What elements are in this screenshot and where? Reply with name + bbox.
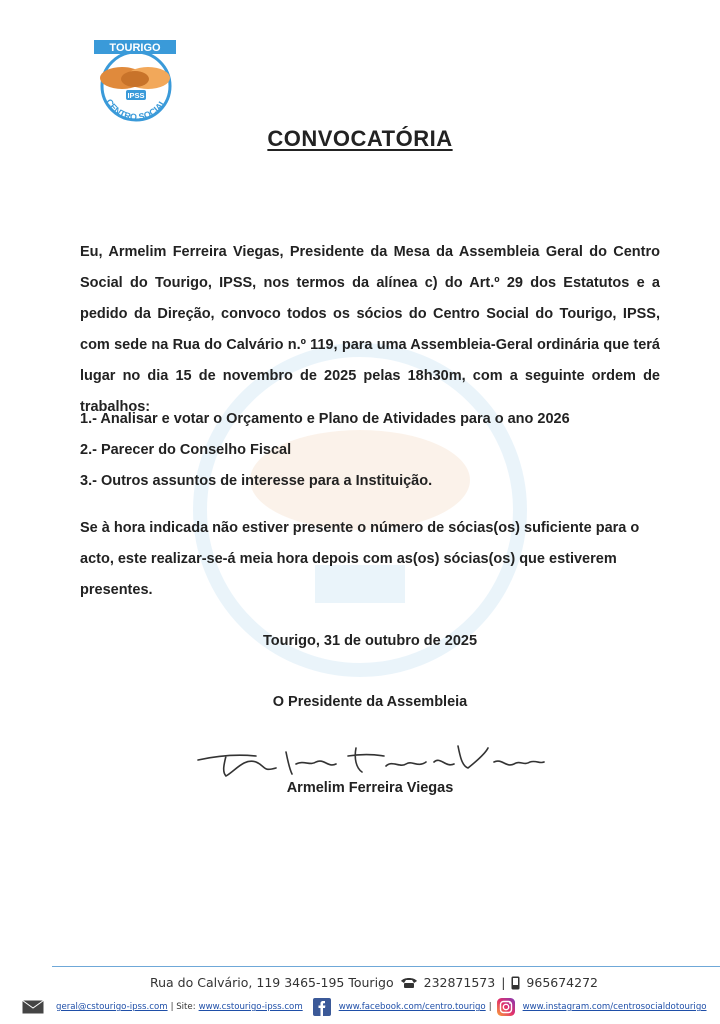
tourigo-logo bbox=[92, 38, 178, 124]
instagram-link[interactable]: www.instagram.com/centrosocialdotourigo bbox=[522, 1002, 707, 1012]
signer-name: Armelim Ferreira Viegas bbox=[286, 780, 454, 796]
envelope-icon bbox=[22, 1000, 44, 1014]
telephone-icon bbox=[400, 977, 418, 989]
logo-top-text: TOURIGO bbox=[109, 42, 161, 54]
agenda-item: 2.- Parecer do Conselho Fiscal bbox=[80, 442, 292, 458]
footer-address bbox=[150, 975, 598, 990]
footer-separator: | bbox=[501, 975, 506, 990]
mobile-phone-icon bbox=[511, 976, 520, 990]
agenda-list bbox=[80, 404, 570, 497]
quorum-paragraph: Se à hora indicada não estiver presente o número de sócias(os) suficiente para o acto, este realizar-se-á meia hora depois com as(os) sócias(os) que estiverem presentes. bbox=[80, 520, 640, 598]
website-link[interactable]: www.cstourigo-ipss.com bbox=[198, 1002, 303, 1012]
agenda-item: 3.- Outros assuntos de interesse para a Instituição. bbox=[80, 473, 433, 489]
address-text: Rua do Calvário, 119 3465-195 Tourigo bbox=[150, 975, 394, 990]
handwritten-signature bbox=[196, 738, 546, 782]
logo-badge: IPSS bbox=[127, 91, 145, 100]
instagram-icon[interactable] bbox=[497, 998, 515, 1016]
footer-divider bbox=[52, 966, 720, 967]
footer-links bbox=[22, 996, 720, 1018]
convocation-paragraph: Eu, Armelim Ferreira Viegas, Presidente da Mesa da Assembleia Geral do Centro Social do Tourigo, IPSS, nos termos da alínea c) do Art.º 29 dos Estatutos e a pedido da Direção, convoco todos os sócios do Centro Social do Tourigo, IPSS, com sede na Rua do Calvário n.º 119, para uma Assembleia-Geral ordinária que terá lugar no dia 15 de novembro de 2025 pelas 18h30m, com a seguinte ordem de trabalhos: bbox=[80, 244, 660, 415]
signer-title: O Presidente da Assembleia bbox=[272, 694, 468, 710]
logo-bottom-text: CENTRO SOCIAL bbox=[103, 97, 169, 123]
facebook-icon[interactable] bbox=[313, 998, 331, 1016]
phone-number: 232871573 bbox=[423, 975, 496, 990]
agenda-item: 1.- Analisar e votar o Orçamento e Plano de Atividades para o ano 2026 bbox=[80, 411, 570, 427]
site-label: | Site: bbox=[170, 1002, 196, 1012]
place-date: Tourigo, 31 de outubro de 2025 bbox=[262, 633, 478, 649]
email-link[interactable]: geral@cstourigo-ipss.com bbox=[56, 1002, 168, 1012]
footer-fb-separator: | bbox=[488, 1002, 492, 1012]
mobile-number: 965674272 bbox=[526, 975, 598, 990]
document-title: CONVOCATÓRIA bbox=[267, 126, 453, 151]
facebook-link[interactable]: www.facebook.com/centro.tourigo bbox=[338, 1002, 486, 1012]
